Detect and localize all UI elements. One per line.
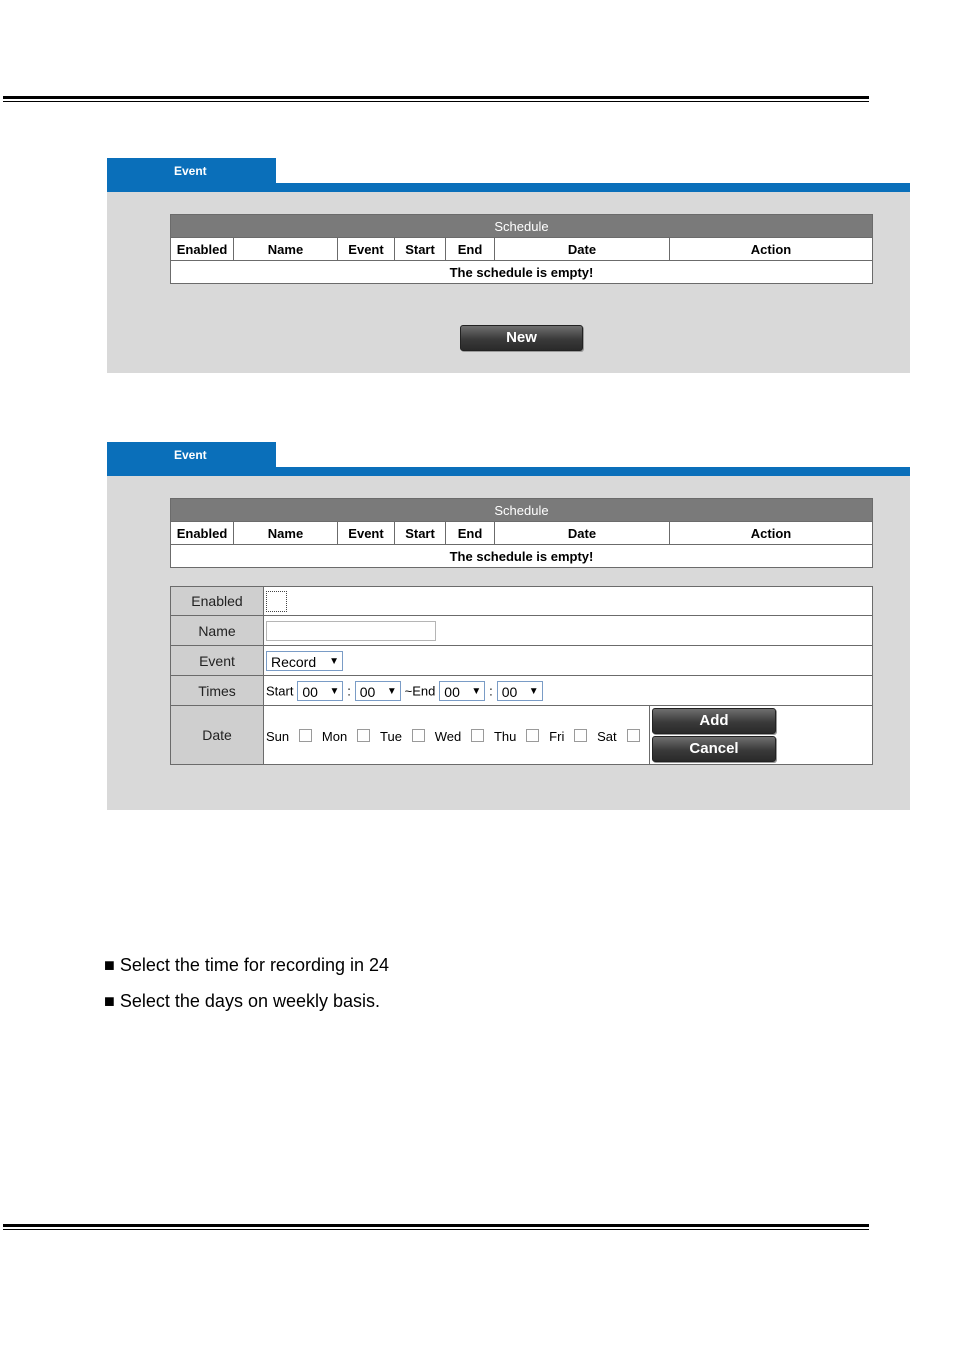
event-select[interactable]: Record ▼	[266, 651, 343, 671]
col-name: Name	[234, 238, 338, 261]
date-label: Date	[171, 706, 264, 765]
bullet-days: ■ Select the days on weekly basis.	[104, 991, 381, 1011]
end-hour-select[interactable]: 00 ▼	[439, 681, 485, 701]
col-date: Date	[495, 522, 670, 545]
col-action: Action	[670, 522, 873, 545]
empty-message: The schedule is empty!	[171, 261, 873, 284]
col-end: End	[446, 238, 495, 261]
chevron-down-icon: ▼	[386, 685, 397, 697]
col-enabled: Enabled	[171, 522, 234, 545]
schedule-table	[170, 498, 873, 568]
event-panel-2	[107, 442, 910, 810]
day-thu-checkbox[interactable]	[526, 729, 539, 742]
day-mon-checkbox[interactable]	[357, 729, 370, 742]
start-minute-select[interactable]: 00 ▼	[355, 681, 401, 701]
day-sat-label: Sat	[597, 728, 617, 744]
end-label: ~End	[404, 683, 436, 698]
col-event: Event	[338, 238, 395, 261]
col-event: Event	[338, 522, 395, 545]
new-button[interactable]: New	[460, 325, 583, 351]
end-minute-select[interactable]: 00 ▼	[497, 681, 543, 701]
event-label: Event	[171, 646, 264, 676]
day-sun-checkbox[interactable]	[299, 729, 312, 742]
cancel-button[interactable]: Cancel	[652, 736, 776, 762]
bottom-divider	[3, 1224, 869, 1230]
event-panel-1	[107, 158, 910, 373]
col-name: Name	[234, 522, 338, 545]
day-sat-checkbox[interactable]	[627, 729, 640, 742]
chevron-down-icon: ▼	[329, 655, 339, 667]
chevron-down-icon: ▼	[329, 685, 340, 697]
weekday-selector	[264, 706, 650, 765]
add-button[interactable]: Add	[652, 708, 776, 734]
col-date: Date	[495, 238, 670, 261]
day-fri-checkbox[interactable]	[574, 729, 587, 742]
name-label: Name	[171, 616, 264, 646]
enabled-label: Enabled	[171, 587, 264, 616]
times-label: Times	[171, 676, 264, 706]
day-wed-checkbox[interactable]	[471, 729, 484, 742]
col-enabled: Enabled	[171, 238, 234, 261]
day-mon-label: Mon	[321, 728, 348, 744]
schedule-form: Enabled Name Event Record ▼ Times Start 00 ▼ : 00 ▼ ~End 00 ▼ : 00 ▼ Date Sun Mon Tue Wed Thu Fri Sat Add Cancel	[170, 586, 873, 765]
chevron-down-icon: ▼	[528, 685, 539, 697]
tab-event[interactable]: Event	[107, 442, 276, 476]
empty-message: The schedule is empty!	[171, 545, 873, 568]
schedule-table	[170, 214, 873, 284]
day-thu-label: Thu	[493, 728, 517, 744]
tab-event[interactable]: Event	[107, 158, 276, 192]
day-wed-label: Wed	[434, 728, 462, 744]
col-start: Start	[395, 238, 446, 261]
bullet-time: ■ Select the time for recording in 24	[104, 955, 390, 975]
chevron-down-icon: ▼	[471, 685, 482, 697]
start-label: Start	[266, 683, 294, 698]
col-action: Action	[670, 238, 873, 261]
schedule-title: Schedule	[171, 215, 873, 238]
enabled-checkbox[interactable]	[266, 591, 287, 612]
name-input[interactable]	[266, 621, 436, 641]
col-end: End	[446, 522, 495, 545]
day-tue-checkbox[interactable]	[412, 729, 425, 742]
col-start: Start	[395, 522, 446, 545]
start-hour-select[interactable]: 00 ▼	[297, 681, 343, 701]
day-fri-label: Fri	[549, 728, 565, 744]
top-divider	[3, 96, 869, 102]
day-tue-label: Tue	[380, 728, 402, 744]
day-sun-label: Sun	[266, 728, 290, 744]
schedule-title: Schedule	[171, 499, 873, 522]
